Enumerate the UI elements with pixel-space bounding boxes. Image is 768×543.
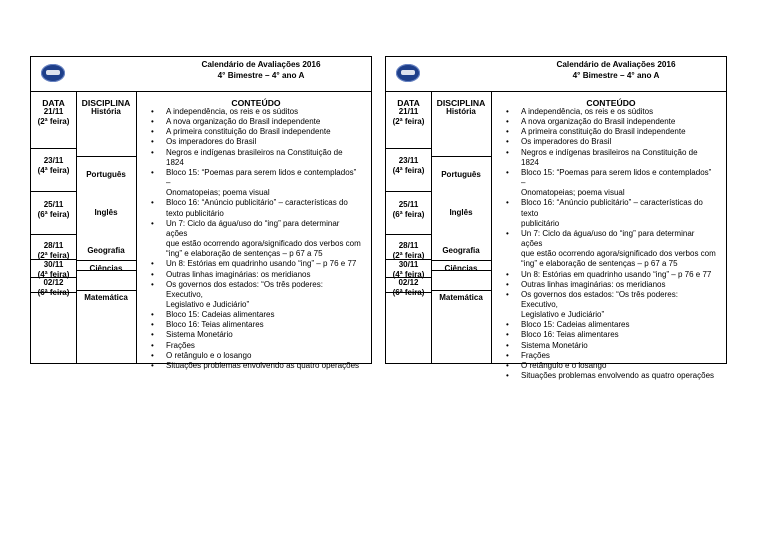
column-header-data: DATA: [397, 98, 420, 108]
content-item: [151, 310, 361, 320]
content-item-line: • A independência, os reis e os súditos: [521, 107, 654, 116]
column-header-disciplina: DISCIPLINA: [81, 98, 131, 108]
content-item: [151, 117, 361, 127]
subject-cell: História: [446, 107, 476, 116]
content-item: [151, 198, 361, 218]
calendar-header: [30, 56, 372, 92]
school-logo-icon: [396, 64, 420, 82]
content-item-line: • A independência, os reis e os súditos: [166, 107, 299, 116]
content-item-line: • Situações problemas envolvendo as quatro operações: [521, 371, 715, 381]
calendar-panel-right: [385, 56, 727, 381]
column-header-data: DATA: [42, 98, 65, 108]
content-item: [151, 219, 361, 260]
date-cell: 30/11 (4ª feira): [392, 260, 425, 279]
date-cell: 25/11 (6ª feira): [392, 200, 425, 219]
date-cell: 21/11 (2ª feira): [37, 107, 70, 126]
content-column: [506, 107, 716, 381]
column-header-conteudo: CONTEÚDO: [586, 98, 636, 108]
content-item: [506, 107, 716, 117]
content-item-line: • Os imperadores do Brasil: [166, 137, 257, 147]
content-item-line: • Outras linhas imaginárias: os meridianos: [521, 279, 666, 289]
content-item: [151, 137, 361, 147]
content-item-line: • Os governos dos estados: “Os três poderes: Executivo,: [521, 289, 678, 309]
school-logo-icon: [41, 64, 65, 82]
content-item-line: • Bloco 15: Cadeias alimentares: [521, 320, 630, 330]
content-item-line: • Situações problemas envolvendo as quatro operações: [166, 360, 360, 370]
date-cell: 21/11 (2ª feira): [392, 107, 425, 126]
content-list: [151, 107, 361, 371]
content-item: [151, 320, 361, 330]
content-item: [506, 148, 716, 168]
content-item-line: • Sistema Monetário: [166, 330, 233, 340]
date-cell: 28/11 (2ª feira): [37, 241, 70, 260]
content-item: [506, 330, 716, 340]
content-item-line: Onomatopeias; poema visual: [521, 188, 625, 198]
content-item-line: “ing” e elaboração de sentenças – p 67 a 75: [521, 259, 678, 269]
subject-cell: Matemática: [84, 293, 128, 302]
subject-cell: Geografia: [442, 246, 480, 255]
subject-cell: Geografia: [87, 246, 125, 255]
content-item: [151, 280, 361, 310]
content-item: [151, 330, 361, 340]
content-item-line: • Bloco 16: Teias alimentares: [521, 330, 619, 340]
content-item-line: • Os governos dos estados: “Os três poderes: Executivo,: [166, 279, 323, 299]
content-item: [506, 371, 716, 381]
content-item: [506, 320, 716, 330]
subject-cell: Português: [441, 170, 481, 179]
content-column: [151, 107, 361, 371]
date-cell: 02/12 (6ª feira): [392, 278, 425, 297]
content-list: [506, 107, 716, 381]
content-item-line: Onomatopeias; poema visual: [166, 188, 270, 198]
calendar-panel-left: [30, 56, 372, 370]
content-item-line: • A primeira constituição do Brasil independente: [166, 127, 331, 137]
content-item: [506, 137, 716, 147]
title-line-2: 4° Bimestre – 4° ano A: [572, 70, 660, 80]
subject-cell: Ciências: [89, 264, 123, 273]
content-item-line: • Negros e indígenas brasileiros na Constituição de 1824: [166, 147, 343, 167]
content-item-line: • O retângulo e o losango: [521, 360, 607, 370]
content-item: [151, 148, 361, 168]
calendar-title: [151, 60, 371, 81]
content-item-line: • Negros e indígenas brasileiros na Constituição de 1824: [521, 147, 698, 167]
content-item: [506, 341, 716, 351]
subject-cell: Inglês: [94, 208, 118, 217]
content-item-line: que estão ocorrendo agora/significado dos verbos com: [521, 249, 716, 259]
content-item-line: “ing” e elaboração de sentenças – p 67 a 75: [166, 249, 323, 259]
content-item-line: • Outras linhas imaginárias: os meridianos: [166, 269, 311, 279]
content-item: [506, 168, 716, 198]
subject-cell: Ciências: [444, 264, 478, 273]
date-cell: 28/11 (2ª feira): [392, 241, 425, 260]
content-item-line: • Bloco 16: Teias alimentares: [166, 320, 264, 330]
content-item-line: Legislativo e Judiciário”: [521, 310, 605, 320]
content-item-line: • Un 8: Estórias em quadrinho usando “ing” – p 76 e 77: [521, 269, 712, 279]
content-item-line: • Un 7: Ciclo da água/uso do “ing” para determinar ações: [521, 228, 695, 249]
content-item: [506, 229, 716, 270]
content-item-line: • Bloco 16: “Anúncio publicitário” – características do: [166, 198, 348, 208]
content-item: [506, 198, 716, 228]
content-item-line: • A nova organização do Brasil independente: [521, 117, 676, 127]
content-item-line: texto publicitário: [166, 208, 224, 218]
content-item: [151, 341, 361, 351]
content-item-line: • Frações: [166, 340, 195, 350]
content-item: [506, 127, 716, 137]
content-item: [506, 290, 716, 320]
calendar-header: [385, 56, 727, 92]
column-header-conteudo: CONTEÚDO: [231, 98, 281, 108]
subject-cell: Português: [86, 170, 126, 179]
content-item-line: • Frações: [521, 350, 550, 360]
content-item-line: • Bloco 15: “Poemas para serem lidos e contemplados” –: [521, 167, 712, 188]
content-item: [506, 280, 716, 290]
calendar-table: [385, 92, 727, 381]
content-item-line: • A primeira constituição do Brasil independente: [521, 127, 686, 137]
title-line-2: 4° Bimestre – 4° ano A: [217, 70, 305, 80]
content-item-line: publicitário: [521, 218, 560, 228]
content-item-line: • Sistema Monetário: [521, 340, 588, 350]
column-header-disciplina: DISCIPLINA: [436, 98, 486, 108]
date-cell: 23/11 (4ª feira): [392, 156, 425, 175]
subject-cell: Matemática: [439, 293, 483, 302]
content-item: [506, 361, 716, 371]
subject-cell: Inglês: [449, 208, 473, 217]
content-item: [151, 361, 361, 371]
date-cell: 23/11 (4ª feira): [37, 156, 70, 175]
content-item-line: • Bloco 15: Cadeias alimentares: [166, 310, 275, 320]
calendar-title: [506, 60, 726, 81]
content-item-line: • O retângulo e o losango: [166, 350, 252, 360]
content-item-line: • Un 8: Estórias em quadrinho usando “ing” – p 76 e 77: [166, 259, 357, 269]
calendar-table: [30, 92, 372, 370]
content-item: [151, 351, 361, 361]
date-cell: 25/11 (6ª feira): [37, 200, 70, 219]
content-item-line: • Os imperadores do Brasil: [521, 137, 612, 147]
content-item-line: • Bloco 15: “Poemas para serem lidos e contemplados” –: [166, 167, 357, 188]
content-item-line: • A nova organização do Brasil independente: [166, 117, 321, 127]
content-item: [151, 270, 361, 280]
content-item: [506, 270, 716, 280]
title-line-1: Calendário de Avaliações 2016: [201, 60, 321, 69]
subject-cell: História: [91, 107, 121, 116]
content-item: [151, 107, 361, 117]
content-item: [506, 351, 716, 361]
content-item-line: que estão ocorrendo agora/significado dos verbos com: [166, 239, 361, 249]
content-item: [151, 259, 361, 269]
title-line-1: Calendário de Avaliações 2016: [556, 60, 676, 69]
content-item: [151, 127, 361, 137]
date-cell: 02/12 (6ª feira): [37, 278, 70, 297]
content-item-line: Legislativo e Judiciário”: [166, 299, 250, 309]
content-item-line: • Bloco 16: “Anúncio publicitário” – características do texto: [521, 198, 703, 218]
date-cell: 30/11 (4ª feira): [37, 260, 70, 279]
content-item: [151, 168, 361, 198]
content-item-line: • Un 7: Ciclo da água/uso do “ing” para determinar ações: [166, 218, 340, 238]
content-item: [506, 117, 716, 127]
